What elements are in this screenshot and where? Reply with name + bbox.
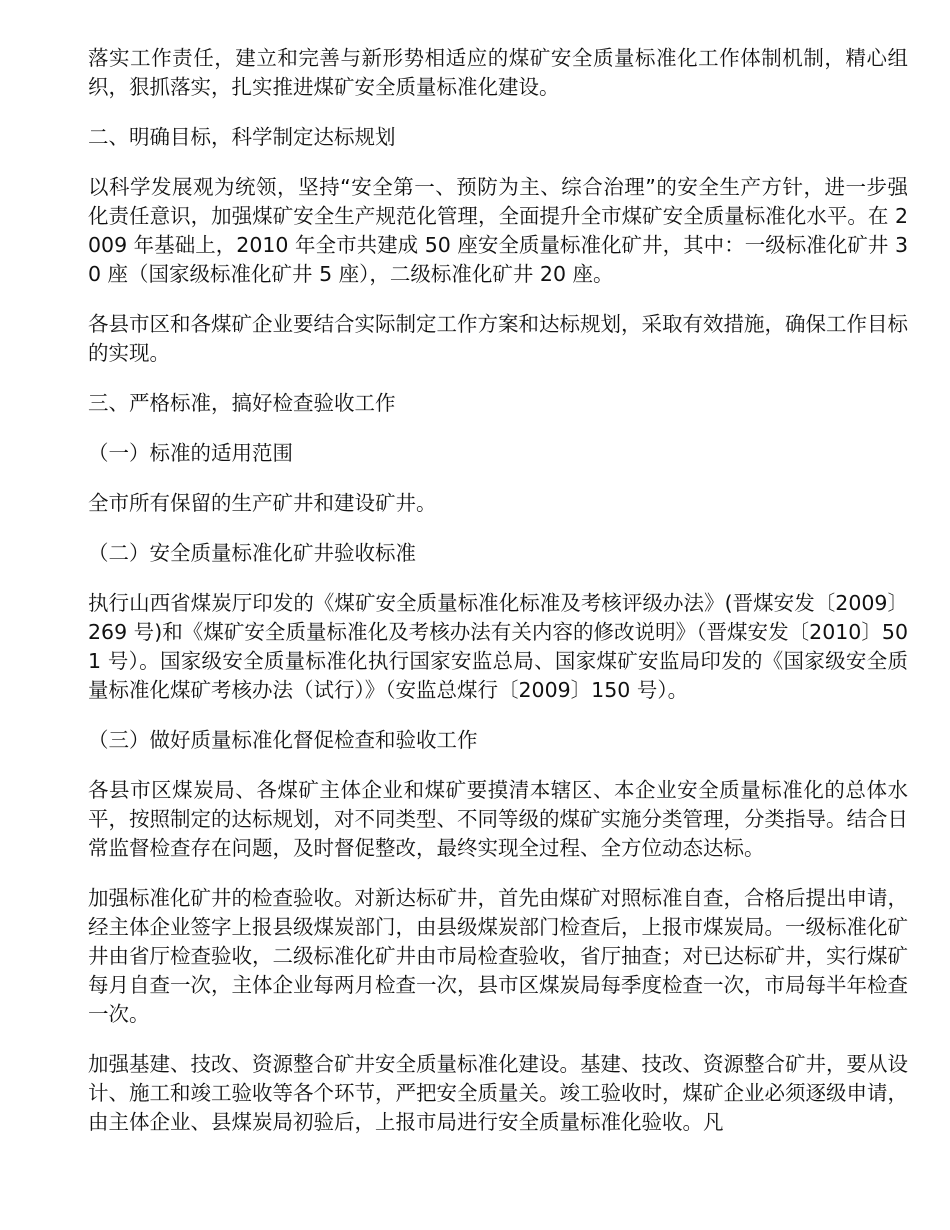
- subsection-heading: （二）安全质量标准化矿井验收标准: [88, 541, 416, 565]
- paragraph: 执行山西省煤炭厅印发的《煤矿安全质量标准化标准及考核评级办法》(晋煤安发〔2009〕269 号)和《煤矿安全质量标准化及考核办法有关内容的修改说明》（晋煤安发〔2010〕501 号）。国家级安全质量标准化执行国家安监总局、国家煤矿安监局印发的《国家级安全质量标准化煤矿考核办法（试行）》（安监总煤行〔2009〕150 号）。: [88, 591, 908, 702]
- paragraph: 各县市区煤炭局、各煤矿主体企业和煤矿要摸清本辖区、本企业安全质量标准化的总体水平，按照制定的达标规划，对不同类型、不同等级的煤矿实施分类管理，分类指导。结合日常监督检查存在问题，及时督促整改，最终实现全过程、全方位动态达标。: [88, 778, 908, 860]
- subsection-heading: （三）做好质量标准化督促检查和验收工作: [88, 728, 478, 752]
- paragraph: 加强标准化矿井的检查验收。对新达标矿井，首先由煤矿对照标准自查，合格后提出申请，经主体企业签字上报县级煤炭部门，由县级煤炭部门检查后，上报市煤炭局。一级标准化矿井由省厅检查验收，二级标准化矿井由市局检查验收，省厅抽查；对已达标矿井，实行煤矿每月自查一次，主体企业每两月检查一次，县市区煤炭局每季度检查一次，市局每半年检查一次。: [88, 886, 908, 1026]
- paragraph: 全市所有保留的生产矿井和建设矿井。: [88, 491, 437, 515]
- subsection-heading: （一）标准的适用范围: [88, 441, 293, 465]
- paragraph: 加强基建、技改、资源整合矿井安全质量标准化建设。基建、技改、资源整合矿井，要从设计、施工和竣工验收等各个环节，严把安全质量关。竣工验收时，煤矿企业必须逐级申请，由主体企业、县煤炭局初验后，上报市局进行安全质量标准化验收。凡: [88, 1052, 908, 1134]
- paragraph: 各县市区和各煤矿企业要结合实际制定工作方案和达标规划，采取有效措施，确保工作目标的实现。: [88, 312, 908, 365]
- paragraph: 落实工作责任，建立和完善与新形势相适应的煤矿安全质量标准化工作体制机制，精心组织，狠抓落实，扎实推进煤矿安全质量标准化建设。: [88, 46, 908, 99]
- section-heading: 二、明确目标，科学制定达标规划: [88, 125, 396, 149]
- document-body: [88, 44, 908, 1158]
- paragraph: 以科学发展观为统领，坚持“安全第一、预防为主、综合治理”的安全生产方针，进一步强化责任意识，加强煤矿安全生产规范化管理，全面提升全市煤矿安全质量标准化水平。在 2009 年基础上，2010 年全市共建成 50 座安全质量标准化矿井，其中：一级标准化矿井 30 座（国家级标准化矿井 5 座），二级标准化矿井 20 座。: [88, 175, 908, 286]
- section-heading: 三、严格标准，搞好检查验收工作: [88, 391, 396, 415]
